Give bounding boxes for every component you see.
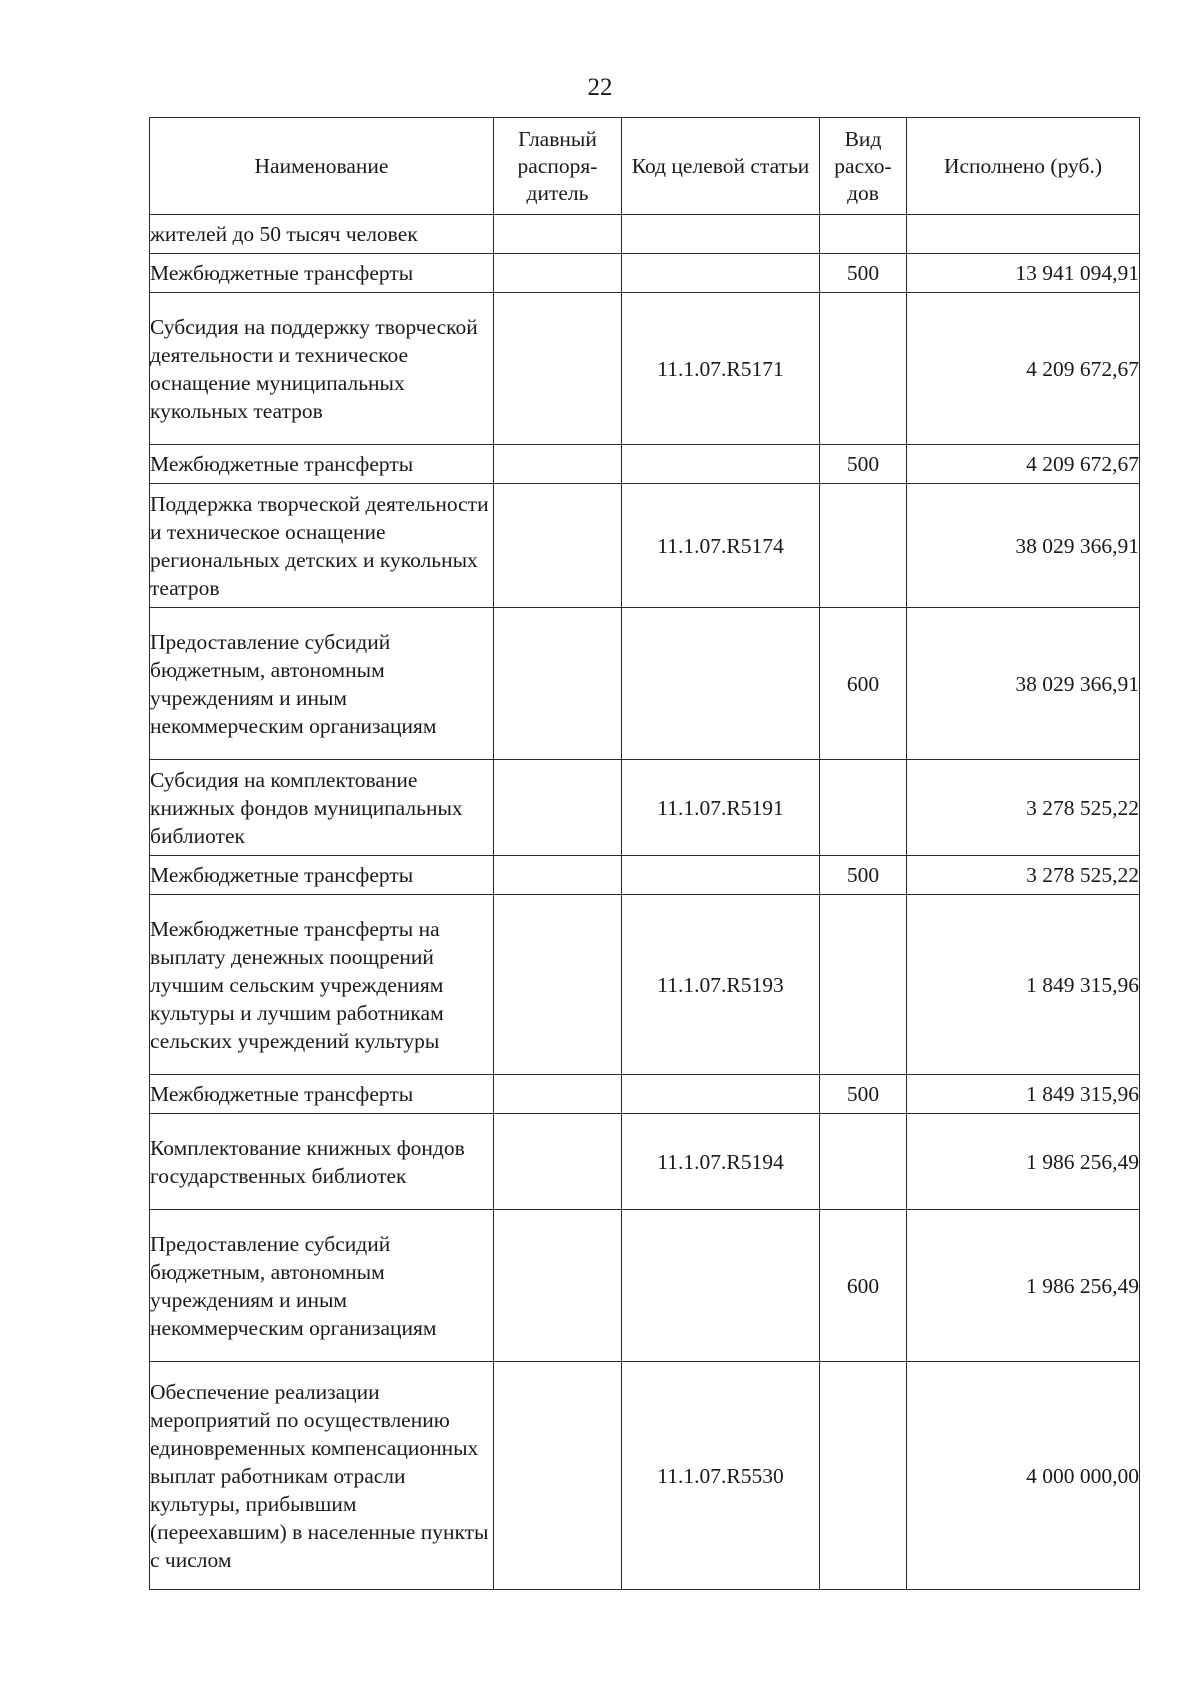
table-row <box>150 1362 1140 1590</box>
amount-cell: 1 849 315,96 <box>907 1075 1140 1114</box>
manager-cell <box>494 1362 622 1590</box>
code-cell <box>622 254 820 293</box>
header-kind: Вид расхо-дов <box>820 118 907 215</box>
manager-cell <box>494 1210 622 1362</box>
header-manager: Главный распоря-дитель <box>494 118 622 215</box>
header-code: Код целевой статьи <box>622 118 820 215</box>
manager-cell <box>494 293 622 445</box>
amount-cell: 1 986 256,49 <box>907 1114 1140 1210</box>
manager-cell <box>494 1114 622 1210</box>
manager-cell <box>494 760 622 856</box>
name-cell: Субсидия на комплектование книжных фондов муниципальных библиотек <box>150 760 494 856</box>
name-cell: Межбюджетные трансферты <box>150 445 494 484</box>
kind-cell <box>820 895 907 1075</box>
amount-cell: 3 278 525,22 <box>907 856 1140 895</box>
code-cell <box>622 445 820 484</box>
name-cell: Межбюджетные трансферты <box>150 254 494 293</box>
amount-cell: 1 849 315,96 <box>907 895 1140 1075</box>
kind-cell <box>820 484 907 608</box>
kind-cell: 500 <box>820 856 907 895</box>
kind-cell <box>820 215 907 254</box>
code-cell: 11.1.07.R5530 <box>622 1362 820 1590</box>
table-row <box>150 215 1140 254</box>
table-row <box>150 760 1140 856</box>
code-cell <box>622 856 820 895</box>
amount-cell: 38 029 366,91 <box>907 484 1140 608</box>
kind-cell: 500 <box>820 1075 907 1114</box>
amount-cell: 13 941 094,91 <box>907 254 1140 293</box>
amount-cell: 1 986 256,49 <box>907 1210 1140 1362</box>
code-cell <box>622 1210 820 1362</box>
name-cell: Комплектование книжных фондов государственных библиотек <box>150 1114 494 1210</box>
page-number: 22 <box>587 74 613 101</box>
kind-cell: 500 <box>820 445 907 484</box>
table-row <box>150 1075 1140 1114</box>
name-cell: Предоставление субсидий бюджетным, автономным учреждениям и иным некоммерческим организациям <box>150 1210 494 1362</box>
manager-cell <box>494 484 622 608</box>
manager-cell <box>494 254 622 293</box>
kind-cell: 500 <box>820 254 907 293</box>
name-cell: Субсидия на поддержку творческой деятельности и техническое оснащение муниципальных кукольных театров <box>150 293 494 445</box>
code-cell: 11.1.07.R5171 <box>622 293 820 445</box>
manager-cell <box>494 895 622 1075</box>
name-cell: Межбюджетные трансферты на выплату денежных поощрений лучшим сельским учреждениям культуры и лучшим работникам сельских учреждений культуры <box>150 895 494 1075</box>
table-body <box>150 215 1140 1590</box>
table-row <box>150 484 1140 608</box>
kind-cell <box>820 1362 907 1590</box>
amount-cell <box>907 215 1140 254</box>
name-cell: Поддержка творческой деятельности и техническое оснащение региональных детских и кукольных театров <box>150 484 494 608</box>
amount-cell: 4 209 672,67 <box>907 445 1140 484</box>
amount-cell: 3 278 525,22 <box>907 760 1140 856</box>
kind-cell: 600 <box>820 608 907 760</box>
table-row <box>150 895 1140 1075</box>
header-amount: Исполнено (руб.) <box>907 118 1140 215</box>
manager-cell <box>494 445 622 484</box>
code-cell: 11.1.07.R5193 <box>622 895 820 1075</box>
code-cell <box>622 215 820 254</box>
manager-cell <box>494 215 622 254</box>
code-cell: 11.1.07.R5174 <box>622 484 820 608</box>
table-row <box>150 608 1140 760</box>
kind-cell <box>820 293 907 445</box>
manager-cell <box>494 608 622 760</box>
table-row <box>150 1210 1140 1362</box>
code-cell: 11.1.07.R5191 <box>622 760 820 856</box>
manager-cell <box>494 1075 622 1114</box>
kind-cell <box>820 760 907 856</box>
table-row <box>150 1114 1140 1210</box>
amount-cell: 4 209 672,67 <box>907 293 1140 445</box>
name-cell: Межбюджетные трансферты <box>150 856 494 895</box>
kind-cell: 600 <box>820 1210 907 1362</box>
kind-cell <box>820 1114 907 1210</box>
table-row <box>150 254 1140 293</box>
code-cell <box>622 608 820 760</box>
table-row <box>150 856 1140 895</box>
table-header-row <box>150 118 1140 215</box>
name-cell: Межбюджетные трансферты <box>150 1075 494 1114</box>
name-cell: Обеспечение реализации мероприятий по осуществлению единовременных компенсационных выплат работникам отрасли культуры, прибывшим (переехавшим) в населенные пункты с числом <box>150 1362 494 1590</box>
code-cell <box>622 1075 820 1114</box>
name-cell: жителей до 50 тысяч человек <box>150 215 494 254</box>
amount-cell: 4 000 000,00 <box>907 1362 1140 1590</box>
code-cell: 11.1.07.R5194 <box>622 1114 820 1210</box>
table-row <box>150 445 1140 484</box>
manager-cell <box>494 856 622 895</box>
header-name: Наименование <box>150 118 494 215</box>
budget-table <box>149 117 1140 1590</box>
amount-cell: 38 029 366,91 <box>907 608 1140 760</box>
name-cell: Предоставление субсидий бюджетным, автономным учреждениям и иным некоммерческим организациям <box>150 608 494 760</box>
table-row <box>150 293 1140 445</box>
